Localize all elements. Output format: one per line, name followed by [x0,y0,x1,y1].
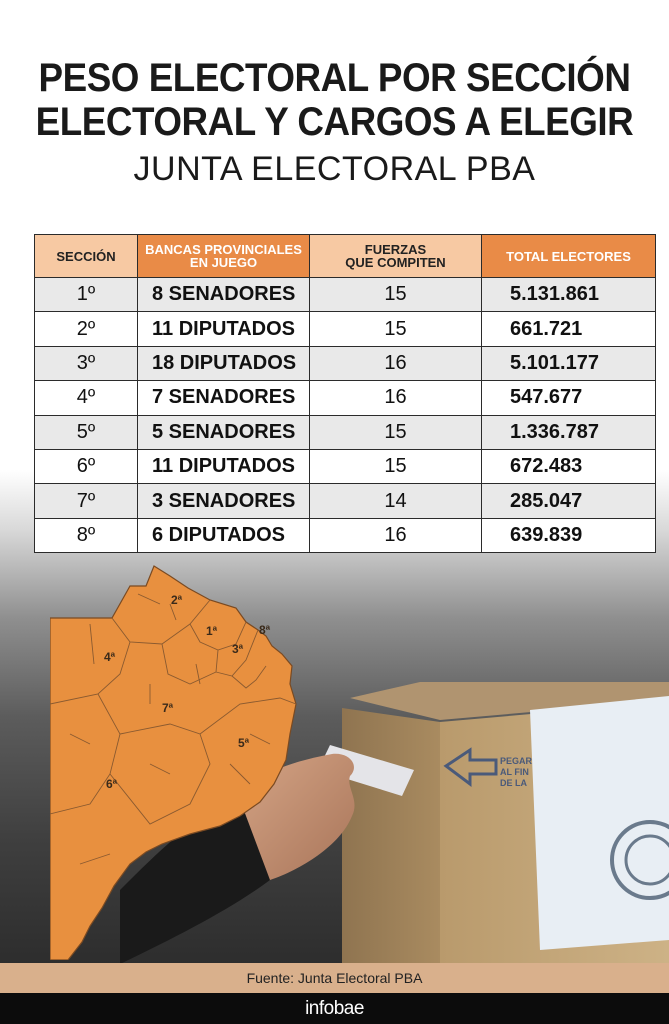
cell-fuerzas: 15 [310,312,482,346]
cell-bancas: 11 DIPUTADOS [138,312,310,346]
map-label-4: 4ª [104,650,116,664]
cell-bancas: 3 SENADORES [138,484,310,518]
cell-fuerzas: 14 [310,484,482,518]
box-text-line-1: PEGAR [500,756,533,766]
cell-total: 547.677 [482,381,656,415]
electoral-table [34,234,656,553]
map-label-2: 2ª [171,593,183,607]
title-line-1: PESO ELECTORAL POR SECCIÓN [38,56,631,100]
cell-total: 285.047 [482,484,656,518]
cell-fuerzas: 15 [310,415,482,449]
cell-bancas: 11 DIPUTADOS [138,449,310,483]
cell-total: 661.721 [482,312,656,346]
province-map [50,564,300,960]
cell-bancas: 18 DIPUTADOS [138,346,310,380]
cell-total: 5.101.177 [482,346,656,380]
cell-bancas: 8 SENADORES [138,278,310,312]
header-fuerzas-line-2: QUE COMPITEN [345,255,446,270]
page-subtitle: JUNTA ELECTORAL PBA [133,150,536,188]
cell-fuerzas: 16 [310,381,482,415]
cell-seccion: 2º [35,312,138,346]
cell-bancas: 6 DIPUTADOS [138,518,310,552]
header-bancas-line-1: BANCAS PROVINCIALES [145,242,302,257]
table-row [35,346,656,380]
map-label-3: 3ª [232,642,244,656]
table-row [35,278,656,312]
brand-logo: infobae [0,993,669,1024]
cell-fuerzas: 15 [310,449,482,483]
cell-seccion: 7º [35,484,138,518]
cell-fuerzas: 15 [310,278,482,312]
cell-seccion: 6º [35,449,138,483]
box-text-line-2: AL FIN [500,767,529,777]
table-header-row [35,235,656,278]
table-row [35,518,656,552]
cell-total: 639.839 [482,518,656,552]
source-note: Fuente: Junta Electoral PBA [0,963,669,993]
page-title [27,56,642,144]
cell-total: 672.483 [482,449,656,483]
map-label-6: 6ª [106,777,118,791]
table-row [35,415,656,449]
header-fuerzas-line-1: FUERZAS [364,242,427,257]
cell-seccion: 4º [35,381,138,415]
map-label-5: 5ª [238,736,250,750]
table-row [35,381,656,415]
cell-seccion: 8º [35,518,138,552]
map-label-8: 8ª [259,623,271,637]
header-fuerzas [310,235,482,278]
map-label-1: 1ª [206,624,218,638]
cell-seccion: 3º [35,346,138,380]
header-bancas [138,235,310,278]
cell-total: 1.336.787 [482,415,656,449]
table-row [35,312,656,346]
cell-seccion: 5º [35,415,138,449]
title-line-2: ELECTORAL Y CARGOS A ELEGIR [35,100,634,144]
header [0,0,669,225]
table-row [35,484,656,518]
header-total: TOTAL ELECTORES [482,235,656,278]
table-row [35,449,656,483]
cell-fuerzas: 16 [310,518,482,552]
cell-bancas: 7 SENADORES [138,381,310,415]
header-bancas-line-2: EN JUEGO [189,255,258,270]
cell-total: 5.131.861 [482,278,656,312]
cell-seccion: 1º [35,278,138,312]
box-text-line-3: DE LA [500,778,527,788]
map-label-7: 7ª [162,701,174,715]
header-seccion: SECCIÓN [35,235,138,278]
cell-fuerzas: 16 [310,346,482,380]
cell-bancas: 5 SENADORES [138,415,310,449]
